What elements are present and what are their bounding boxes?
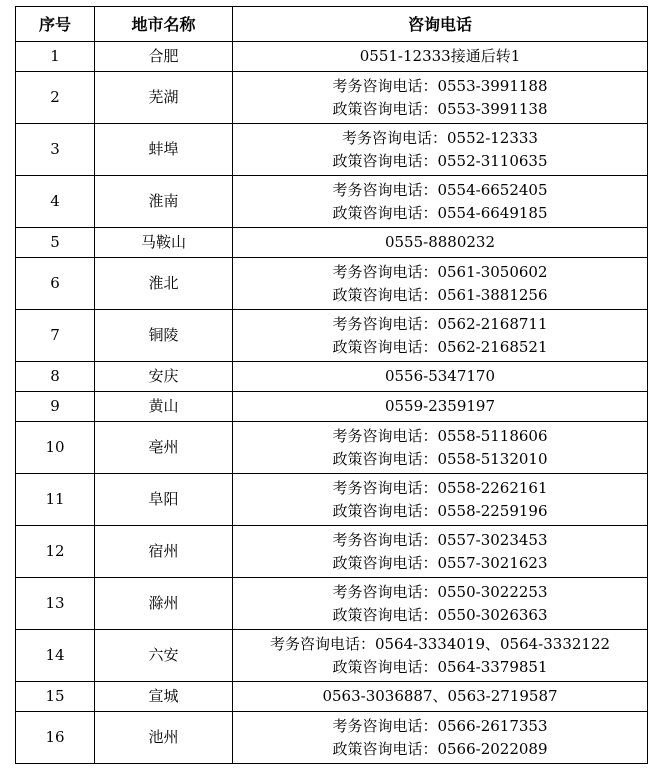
table-row — [16, 630, 648, 682]
table-row — [16, 422, 648, 474]
phone-line: 考务咨询电话：0564-3334019、0564-3332122 — [269, 634, 611, 653]
row-number-cell: 11 — [16, 474, 95, 526]
city-name-cell: 铜陵 — [95, 310, 233, 362]
city-name-cell: 马鞍山 — [95, 228, 233, 258]
phone-cell — [233, 72, 648, 124]
city-name-cell: 池州 — [95, 712, 233, 764]
table-row — [16, 228, 648, 258]
phone-cell — [233, 310, 648, 362]
table-row — [16, 392, 648, 422]
phone-cell — [233, 258, 648, 310]
phone-line: 政策咨询电话：0550-3026363 — [332, 605, 548, 624]
phone-line: 考务咨询电话：0554-6652405 — [332, 180, 548, 199]
row-number-cell: 13 — [16, 578, 95, 630]
phone-line: 政策咨询电话：0558-2259196 — [332, 501, 548, 520]
city-name-cell: 亳州 — [95, 422, 233, 474]
phone-line: 考务咨询电话：0558-5118606 — [332, 426, 548, 445]
phone-cell — [233, 422, 648, 474]
phone-cell — [233, 392, 648, 422]
phone-line: 考务咨询电话：0566-2617353 — [332, 716, 548, 735]
phone-cell — [233, 682, 648, 712]
city-name-cell: 阜阳 — [95, 474, 233, 526]
row-number-cell: 3 — [16, 124, 95, 176]
phone-line: 政策咨询电话：0558-5132010 — [332, 449, 548, 468]
table-row — [16, 310, 648, 362]
row-number-cell: 10 — [16, 422, 95, 474]
phone-line: 考务咨询电话：0561-3050602 — [332, 262, 548, 281]
phone-cell — [233, 42, 648, 72]
row-number-cell: 7 — [16, 310, 95, 362]
phone-cell — [233, 176, 648, 228]
city-name-cell: 安庆 — [95, 362, 233, 392]
row-number-cell: 9 — [16, 392, 95, 422]
phone-line: 政策咨询电话：0553-3991138 — [332, 99, 548, 118]
phone-line: 政策咨询电话：0561-3881256 — [332, 285, 548, 304]
phone-line: 政策咨询电话：0562-2168521 — [332, 337, 548, 356]
phone-directory-table — [15, 6, 648, 764]
table-row — [16, 578, 648, 630]
row-number-cell: 4 — [16, 176, 95, 228]
phone-line: 考务咨询电话：0562-2168711 — [332, 314, 548, 333]
phone-line: 0555-8880232 — [384, 233, 496, 251]
table-body — [16, 42, 648, 764]
phone-line: 0563-3036887、0563-2719587 — [322, 687, 558, 705]
table-row — [16, 124, 648, 176]
city-name-cell: 滁州 — [95, 578, 233, 630]
phone-line: 政策咨询电话：0554-6649185 — [332, 203, 548, 222]
phone-line: 考务咨询电话：0553-3991188 — [332, 76, 548, 95]
row-number-cell: 1 — [16, 42, 95, 72]
phone-cell — [233, 362, 648, 392]
phone-cell — [233, 712, 648, 764]
phone-line: 考务咨询电话：0557-3023453 — [332, 530, 548, 549]
phone-line: 政策咨询电话：0557-3021623 — [332, 553, 548, 572]
phone-line: 0551-12333接通后转1 — [359, 47, 521, 65]
phone-cell — [233, 578, 648, 630]
city-name-cell: 宿州 — [95, 526, 233, 578]
row-number-cell: 2 — [16, 72, 95, 124]
row-number-cell: 12 — [16, 526, 95, 578]
phone-line: 0556-5347170 — [384, 367, 496, 385]
table-row — [16, 526, 648, 578]
city-name-cell: 淮北 — [95, 258, 233, 310]
phone-cell — [233, 124, 648, 176]
table-row — [16, 682, 648, 712]
table-header — [16, 7, 648, 42]
phone-line: 考务咨询电话：0550-3022253 — [332, 582, 548, 601]
phone-line: 0559-2359197 — [384, 397, 496, 415]
city-name-cell: 宣城 — [95, 682, 233, 712]
phone-line: 考务咨询电话：0552-12333 — [342, 128, 538, 147]
header-city: 地市名称 — [95, 7, 233, 42]
phone-cell — [233, 228, 648, 258]
city-name-cell: 六安 — [95, 630, 233, 682]
city-name-cell: 合肥 — [95, 42, 233, 72]
phone-line: 考务咨询电话：0558-2262161 — [332, 478, 548, 497]
city-name-cell: 蚌埠 — [95, 124, 233, 176]
phone-cell — [233, 474, 648, 526]
table-row — [16, 72, 648, 124]
header-phone: 咨询电话 — [233, 7, 648, 42]
city-name-cell: 芜湖 — [95, 72, 233, 124]
table-row — [16, 42, 648, 72]
header-row — [16, 7, 648, 42]
city-name-cell: 黄山 — [95, 392, 233, 422]
row-number-cell: 15 — [16, 682, 95, 712]
header-no: 序号 — [16, 7, 95, 42]
row-number-cell: 5 — [16, 228, 95, 258]
row-number-cell: 8 — [16, 362, 95, 392]
phone-cell — [233, 526, 648, 578]
table-row — [16, 176, 648, 228]
table-row — [16, 474, 648, 526]
row-number-cell: 14 — [16, 630, 95, 682]
phone-line: 政策咨询电话：0566-2022089 — [332, 739, 548, 758]
phone-line: 政策咨询电话：0552-3110635 — [332, 151, 548, 170]
city-name-cell: 淮南 — [95, 176, 233, 228]
row-number-cell: 16 — [16, 712, 95, 764]
table-row — [16, 712, 648, 764]
table-row — [16, 258, 648, 310]
phone-cell — [233, 630, 648, 682]
phone-line: 政策咨询电话：0564-3379851 — [332, 657, 548, 676]
row-number-cell: 6 — [16, 258, 95, 310]
table-row — [16, 362, 648, 392]
